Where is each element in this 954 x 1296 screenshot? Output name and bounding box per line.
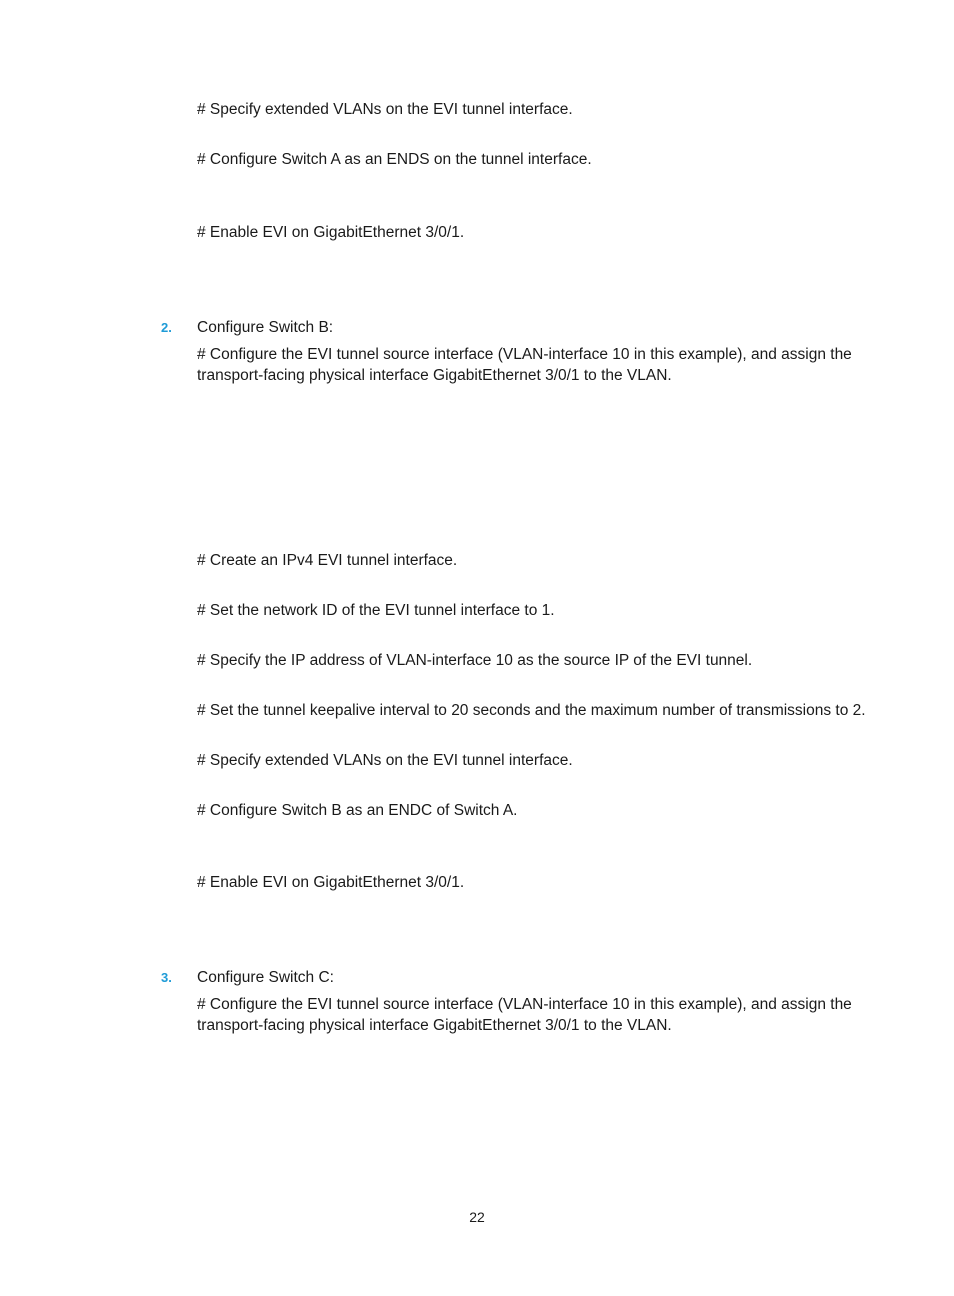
comment-set-network-id: # Set the network ID of the EVI tunnel interface to 1. (197, 602, 555, 619)
comment-specify-source-ip: # Specify the IP address of VLAN-interface 10 as the source IP of the EVI tunnel. (197, 652, 753, 669)
step-3-intro: # Configure the EVI tunnel source interface (VLAN-interface 10 in this example), and assign the transport-facing physical interface GigabitEthernet 3/0/1 to the VLAN. (197, 996, 852, 1034)
step-2-number: 2. (161, 320, 172, 335)
step-3-title: Configure Switch C: (197, 969, 334, 986)
step-2-intro: # Configure the EVI tunnel source interface (VLAN-interface 10 in this example), and assign the transport-facing physical interface GigabitEthernet 3/0/1 to the VLAN. (197, 346, 852, 384)
comment-configure-switch-a-ends: # Configure Switch A as an ENDS on the tunnel interface. (197, 151, 592, 168)
page-number: 22 (469, 1209, 485, 1225)
comment-enable-evi-a: # Enable EVI on GigabitEthernet 3/0/1. (197, 224, 465, 241)
step-2-title: Configure Switch B: (197, 319, 334, 336)
comment-set-keepalive: # Set the tunnel keepalive interval to 20 seconds and the maximum number of transmissions to 2. (197, 702, 866, 719)
comment-enable-evi-b: # Enable EVI on GigabitEthernet 3/0/1. (197, 874, 465, 891)
step-3-number: 3. (161, 970, 172, 985)
comment-specify-vlans-a: # Specify extended VLANs on the EVI tunnel interface. (197, 101, 573, 118)
comment-create-tunnel-interface: # Create an IPv4 EVI tunnel interface. (197, 552, 458, 569)
comment-specify-vlans-b: # Specify extended VLANs on the EVI tunnel interface. (197, 752, 573, 769)
comment-configure-switch-b-endc: # Configure Switch B as an ENDC of Switch A. (197, 802, 518, 819)
